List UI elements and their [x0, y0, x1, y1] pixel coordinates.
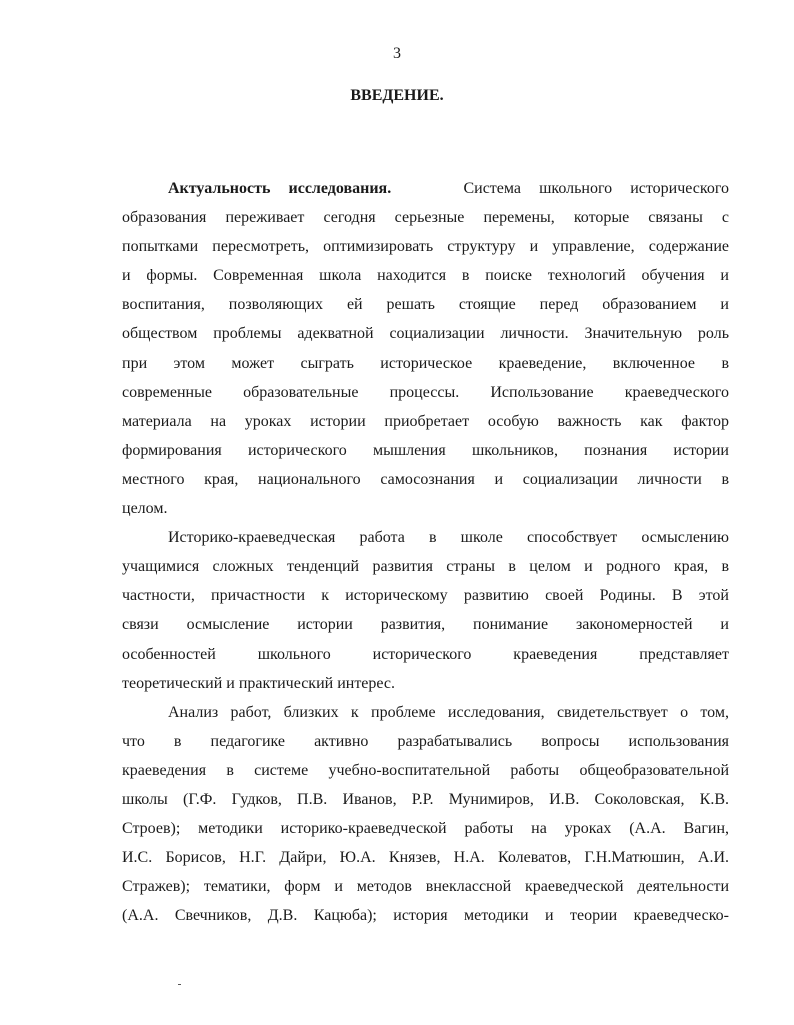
body-text [122, 174, 729, 930]
text-line: краеведения в системе учебно-воспитательной работы общеобразовательной [122, 761, 729, 779]
text-line [122, 174, 729, 203]
text-line: учащимися сложных тенденций развития страны в целом и родного края, в [122, 558, 729, 576]
text-line: связи осмысление истории развития, понимание закономерностей и [122, 616, 729, 634]
paragraph-1 [122, 174, 729, 523]
page-number: 3 [393, 45, 401, 62]
text-line: Анализ работ, близких к проблеме исследования, свидетельствует о том, [168, 703, 729, 721]
section-heading: ВВЕДЕНИЕ. [350, 87, 444, 104]
text-line: (А.А. Свечников, Д.В. Кацюба); история методики и теории краеведческо- [122, 907, 729, 925]
text-line: школы (Г.Ф. Гудков, П.В. Иванов, Р.Р. Мунимиров, И.В. Соколовская, К.В. [122, 790, 729, 808]
text-line: местного края, национального самосознания и социализации личности в [122, 470, 729, 488]
paragraph-3 [122, 698, 729, 931]
text-line: Строев); методики историко-краеведческой работы на уроках (А.А. Вагин, [122, 820, 729, 838]
text-line: что в педагогике активно разрабатывались вопросы использования [122, 732, 729, 750]
text-line: И.С. Борисов, Н.Г. Дайри, Ю.А. Князев, Н.А. Колеватов, Г.Н.Матюшин, А.И. [122, 849, 729, 867]
text-line: материала на уроках истории приобретает особую важность как фактор [122, 412, 729, 430]
text-line: современные образовательные процессы. Использование краеведческого [122, 383, 729, 401]
text-line: Стражев); тематики, форм и методов внеклассной краеведческой деятельности [122, 878, 729, 896]
text-line: особенностей школьного исторического краеведения представляет [122, 645, 729, 663]
text-line: целом. [122, 500, 168, 518]
text-line: теоретический и практический интерес. [122, 674, 396, 692]
text-line: формирования исторического мышления школьников, познания истории [122, 441, 729, 459]
text-line: попытками пересмотреть, оптимизировать структуру и управление, содержание [122, 238, 729, 256]
text-line: Историко-краеведческая работа в школе способствует осмыслению [168, 529, 729, 547]
run-in-title: Актуальность исследования. [168, 180, 392, 197]
text-line: воспитания, позволяющих ей решать стоящие перед образованием и [122, 296, 729, 314]
text-line-content: Система школьного исторического [463, 180, 729, 197]
paragraph-2 [122, 523, 729, 698]
text-line: и формы. Современная школа находится в поиске технологий обучения и [122, 267, 729, 285]
text-line: при этом может сыграть историческое краеведение, включенное в [122, 354, 729, 372]
text-line: образования переживает сегодня серьезные перемены, которые связаны с [122, 209, 729, 227]
text-line: обществом проблемы адекватной социализации личности. Значительную роль [122, 325, 729, 343]
scan-mark [178, 984, 181, 985]
text-line: частности, причастности к историческому развитию своей Родины. В этой [122, 587, 729, 605]
